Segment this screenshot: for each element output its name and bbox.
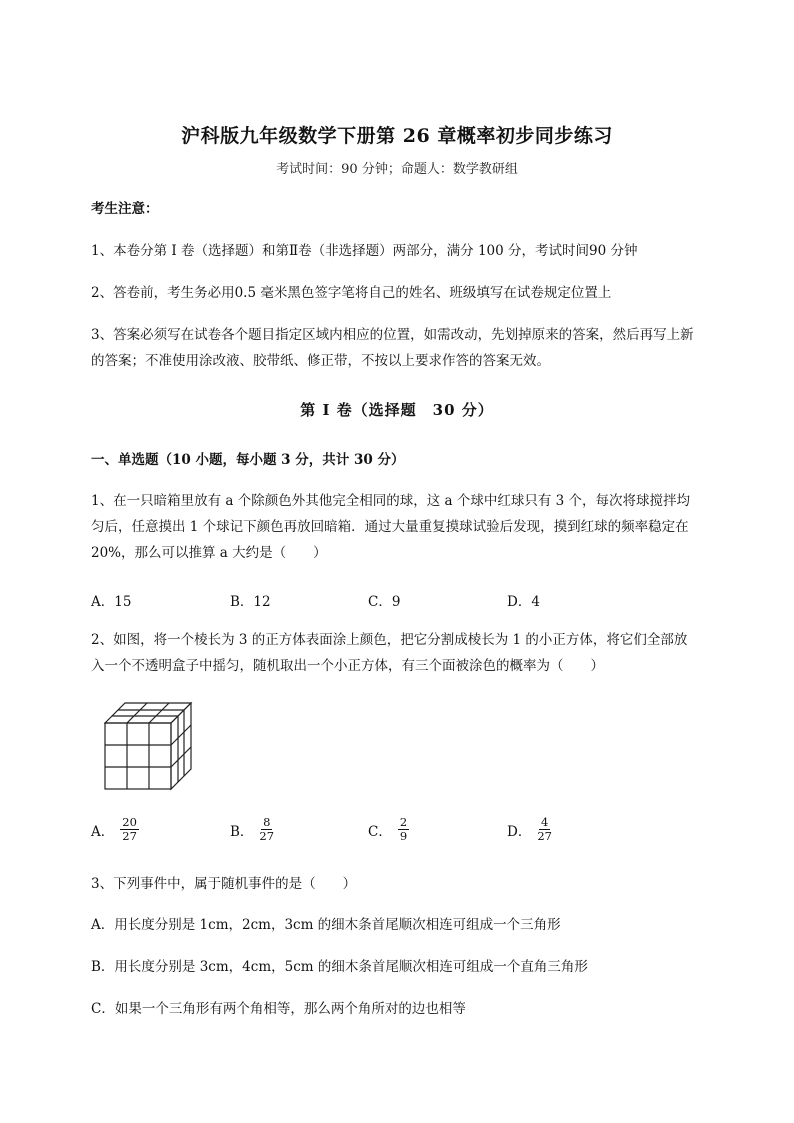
q2-option-c[interactable]: [368, 816, 409, 843]
q3-option-b[interactable]: B．用长度分别是 3cm，4cm，5cm 的细木条首尾顺次相连可组成一个直角三角形: [91, 959, 588, 975]
q1-option-a[interactable]: A．15: [91, 594, 132, 610]
q1-option-b[interactable]: B．12: [230, 594, 271, 610]
q2-option-a[interactable]: [91, 816, 139, 843]
numerator: 8: [263, 815, 271, 829]
exam-info: 考试时间：90 分钟；命题人：数学教研组: [276, 162, 518, 177]
numerator: 2: [399, 815, 408, 829]
q1-line-2: 匀后，任意摸出 1 个球记下颜色再放回暗箱．通过大量重复摸球试验后发现，摸到红球的频率稳定在: [91, 519, 689, 535]
q1-option-d[interactable]: D．4: [507, 594, 540, 610]
q3-stem: 3、下列事件中，属于随机事件的是（ ）: [91, 876, 357, 892]
denominator: 27: [537, 829, 552, 843]
q2-line-1: 2、如图，将一个棱长为 3 的正方体表面涂上颜色，把它分割成棱长为 1 的小正方体，将它们全部放: [91, 632, 688, 648]
denominator: 9: [399, 829, 408, 843]
option-label: A．: [91, 823, 115, 840]
denominator: 27: [259, 829, 275, 843]
q2-line-2: 入一个不透明盒子中摇匀，随机取出一个小正方体，有三个面被涂色的概率为（ ）: [91, 658, 604, 674]
part-title: 一、单选题（10 小题，每小题 3 分，共计 30 分）: [91, 452, 405, 468]
section-title: 第 I 卷（选择题 30 分）: [300, 401, 494, 419]
numerator: 20: [122, 815, 137, 829]
notice-item-2: 2、答卷前，考生务必用0.5 毫米黑色签字笔将自己的姓名、班级填写在试卷规定位置上: [91, 285, 612, 301]
notice-heading: 考生注意：: [91, 201, 159, 217]
fraction: [259, 816, 274, 843]
numerator: 4: [540, 815, 549, 829]
q1-option-c[interactable]: C．9: [368, 594, 401, 610]
fraction: [398, 816, 409, 843]
option-label: C．: [368, 823, 392, 840]
fraction: [120, 816, 139, 843]
q1-line-3: 20%，那么可以推算 a 大约是（ ）: [91, 545, 327, 561]
fraction: [537, 816, 552, 843]
q2-option-b[interactable]: [230, 816, 274, 843]
q2-option-d[interactable]: [507, 816, 552, 843]
q3-option-c[interactable]: C．如果一个三角形有两个角相等，那么两个角所对的边也相等: [91, 1001, 466, 1017]
cube-figure: [104, 702, 196, 794]
option-label: B．: [230, 823, 254, 840]
notice-item-3-line-2: 的答案；不准使用涂改液、胶带纸、修正带，不按以上要求作答的答案无效。: [91, 353, 550, 369]
notice-item-1: 1、本卷分第 I 卷（选择题）和第Ⅱ卷（非选择题）两部分，满分 100 分，考试时间90 分钟: [91, 243, 638, 259]
option-label: D．: [507, 823, 532, 840]
notice-item-3-line-1: 3、答案必须写在试卷各个题目指定区域内相应的位置，如需改动，先划掉原来的答案，然后再写上新: [91, 327, 694, 343]
q1-line-1: 1、在一只暗箱里放有 a 个除颜色外其他完全相同的球，这 a 个球中红球只有 3 个，每次将球搅拌均: [91, 493, 691, 509]
q3-option-a[interactable]: A．用长度分别是 1cm，2cm，3cm 的细木条首尾顺次相连可组成一个三角形: [91, 917, 561, 933]
page-title: 沪科版九年级数学下册第 26 章概率初步同步练习: [181, 125, 613, 147]
denominator: 27: [122, 829, 137, 843]
